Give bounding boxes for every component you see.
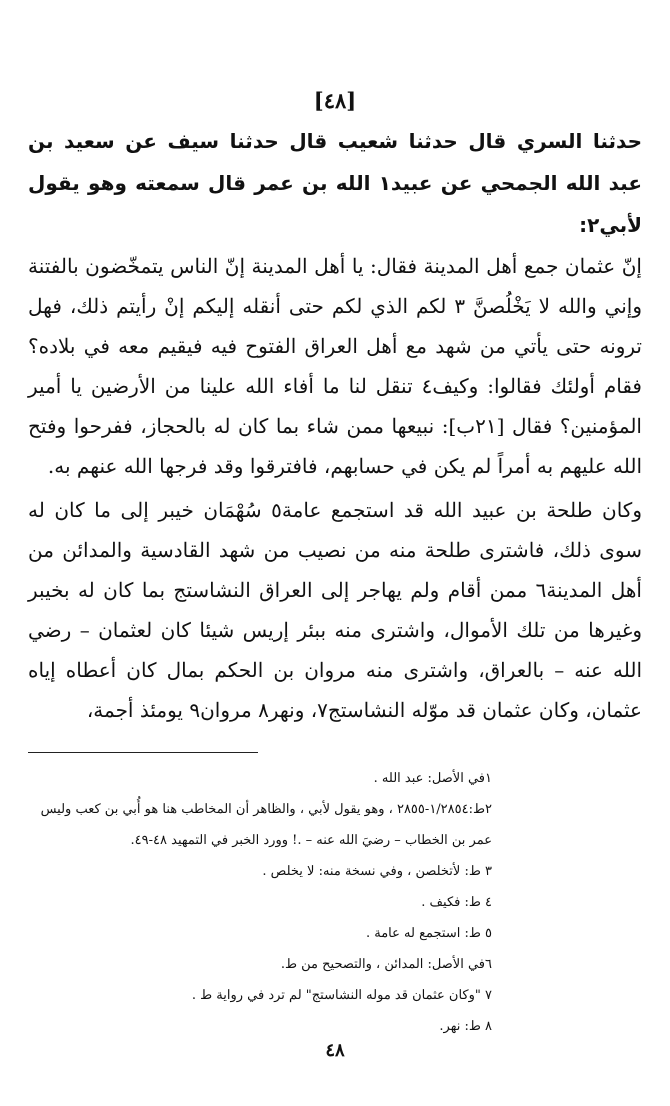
footnote-8: ٨ ط: نهر.: [439, 1019, 492, 1034]
footnote-7: ٧ "وكان عثمان قد موله النشاستج" لم ترد في رواية ط .: [191, 988, 492, 1003]
footnote-separator: [28, 752, 258, 753]
footnotes: [28, 763, 492, 1042]
paragraph-2: وكان طلحة بن عبيد الله قد استجمع عامة٥ سُهْمَان خيبر إلى ما كان له سوى ذلك، فاشترى طلحة منه من نصيب من شهد القادسية والمدائن من أهل المدينة٦ ممن أقام ولم يهاجر إلى العراق النشاستج بما كان له بخيبر وغيرها من تلك الأموال، واشترى منه ببئر إريس شيئا كان لعثمان – رضي الله عنه – بالعراق، واشترى منه مروان بن الحكم بمال كان أعطاه إياه عثمان، وكان عثمان قد موّله النشاستج٧، ونهر٨ مروان٩ يومئذ أجمة،: [28, 498, 642, 722]
footnote-2: ٢ط:١/٢٨٥٤-٢٨٥٥ ، وهو يقول لأبي ، والظاهر أن المخاطب هنا هو أُبي بن كعب وليس عمر بن الخطاب – رضيَ الله عنه – .! وورد الخبر في التمهيد ٤٨-٤٩.: [40, 802, 492, 848]
main-text: [28, 246, 642, 730]
isnad-chain: حدثنا السري قال حدثنا شعيب قال حدثنا سيف عن سعيد بن عبد الله الجمحي عن عبيد١ الله بن عمر قال سمعته وهو يقول لأبي٢:: [28, 129, 643, 237]
footnote-3: ٣ ط: لأتخلصن ، وفي نسخة منه: لا يخلص .: [262, 864, 492, 879]
footnote-5: ٥ ط: استجمع له عامة .: [365, 926, 492, 941]
footnote-6: ٦في الأصل: المدائن ، والتصحيح من ط.: [280, 957, 492, 972]
paragraph-1: إنّ عثمان جمع أهل المدينة فقال: يا أهل المدينة إنّ الناس يتمخّضون بالفتنة وإني والله لا يَخْلُصنَّ ٣ لكم الذي لكم حتى أنقله إليكم إنْ رأيتم ذلك، فهل ترونه حتى يأتي من شهد مع أهل العراق الفتوح فيه فيقيم معه في بلاده؟ فقام أولئك فقالوا: وكيف٤ تنقل لنا ما أفاء الله علينا من الأرضين يا أمير المؤمنين؟ فقال [٢١ب]: نبيعها ممن شاء بما كان له بالحجاز، ففرحوا وفتح الله عليهم به أمراً لم يكن في حسابهم، فافترقوا وقد فرجها الله عنهم به.: [28, 254, 643, 478]
footnote-4: ٤ ط: فكيف .: [421, 895, 492, 910]
footnote-1: ١في الأصل: عبد الله .: [373, 771, 492, 786]
section-number: [٤٨]: [313, 88, 357, 113]
page-number: ٤٨: [325, 1040, 345, 1061]
